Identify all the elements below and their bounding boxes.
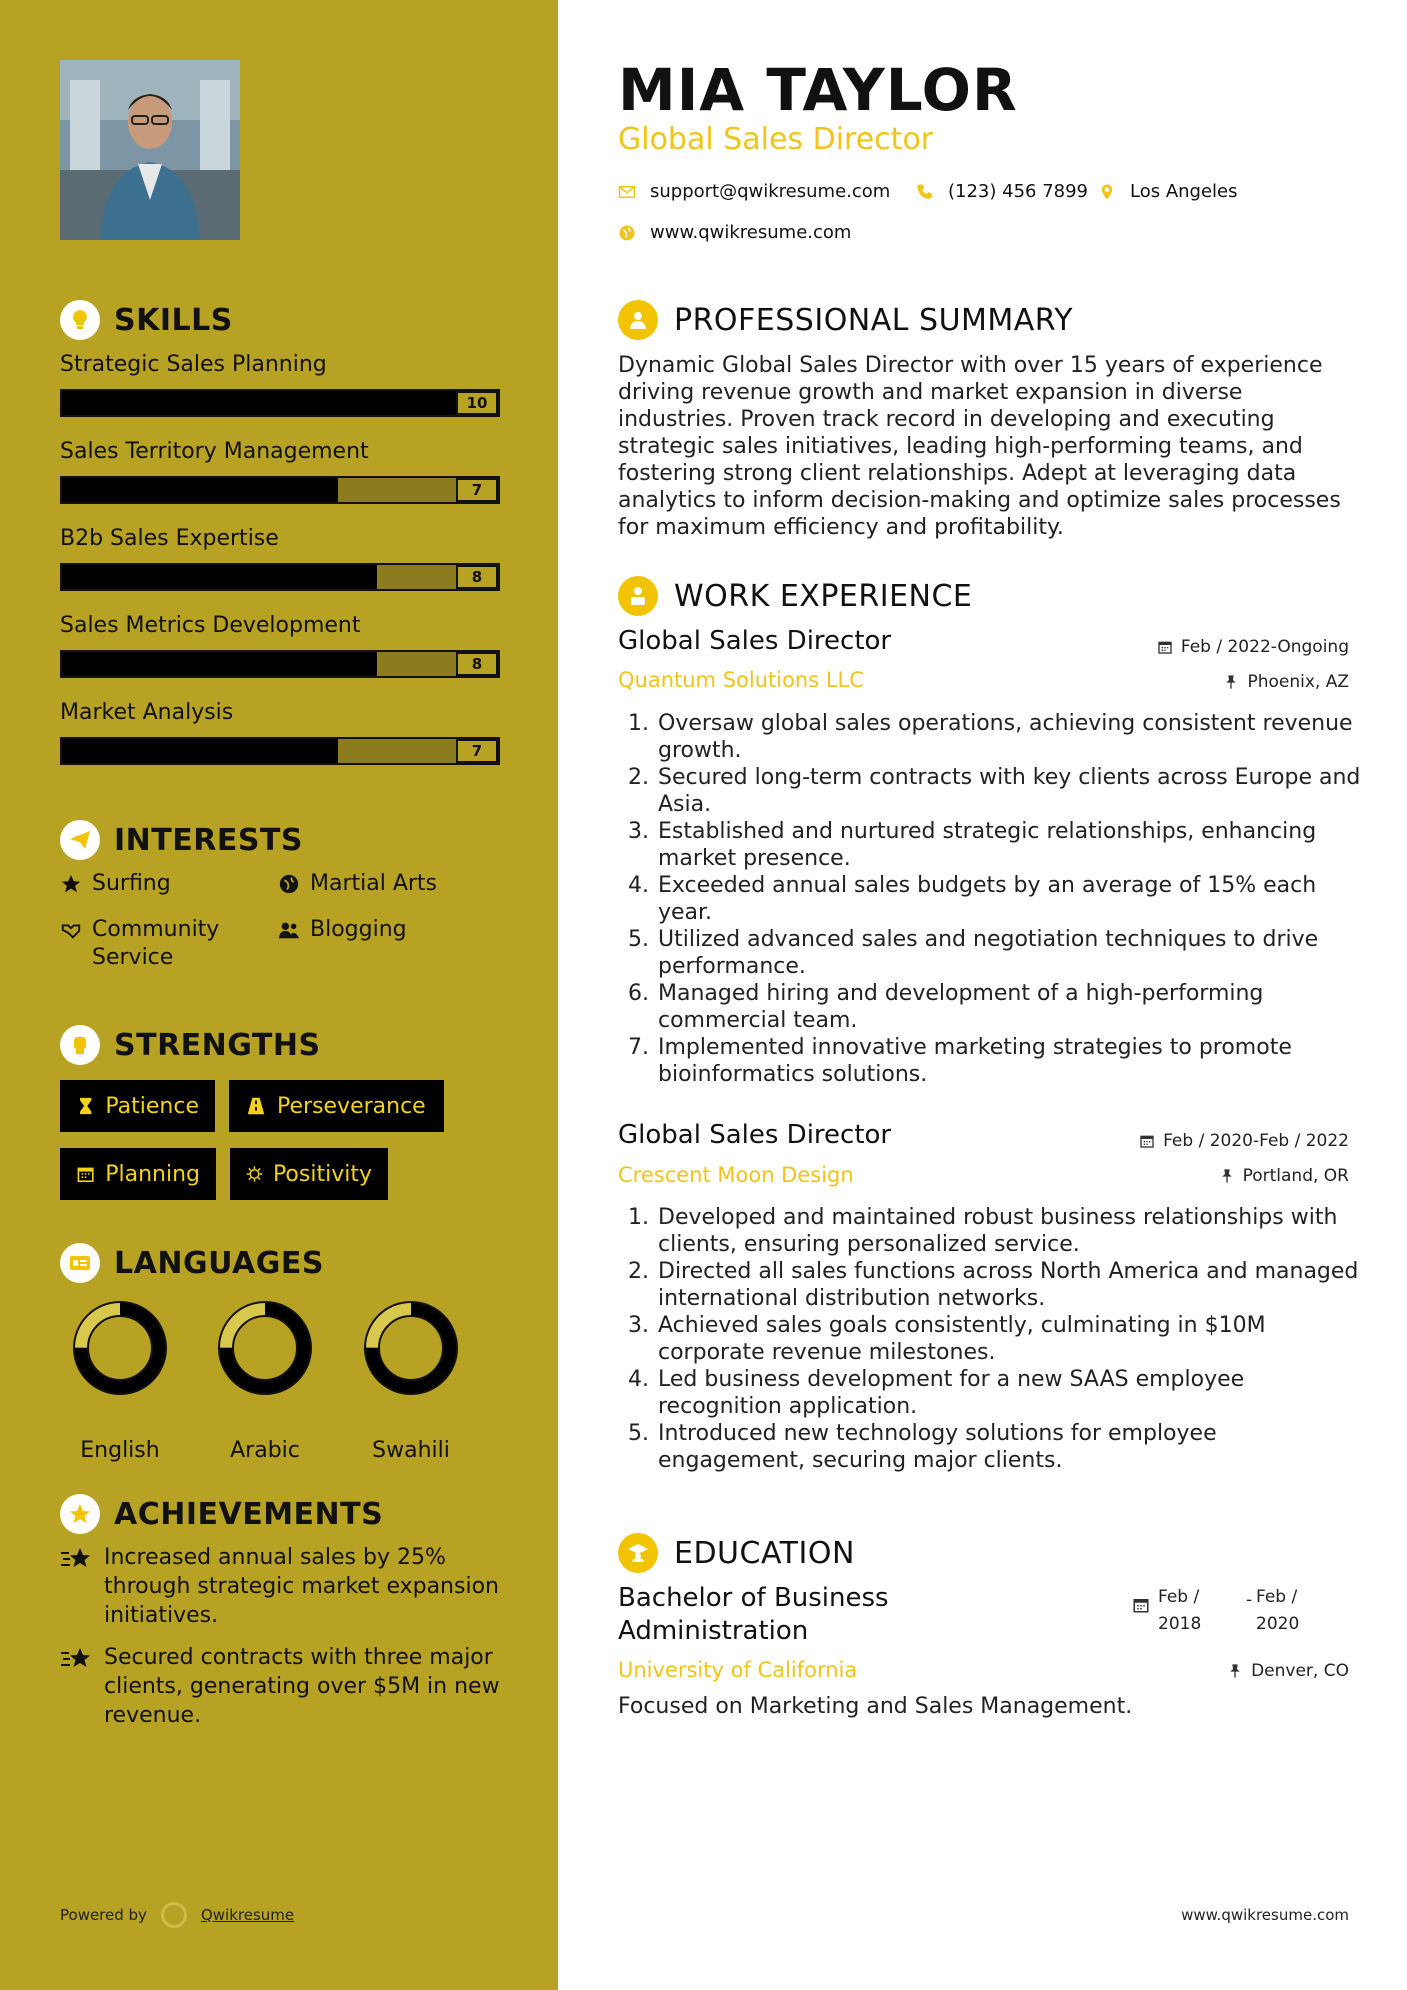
summary-header	[618, 300, 1073, 340]
phone-icon	[916, 183, 934, 201]
achievement-text: Secured contracts with three major clients, generating over $5M in new revenue.	[104, 1645, 500, 1728]
summary-title: PROFESSIONAL SUMMARY	[674, 302, 1074, 338]
experience-header	[618, 576, 972, 616]
location-text: Los Angeles	[1130, 181, 1238, 202]
education-title: EDUCATION	[674, 1535, 855, 1571]
powered-by	[60, 1902, 294, 1928]
duty-item: Achieved sales goals consistently, culminating in $10M corporate revenue milestones.	[658, 1313, 1266, 1365]
job-location	[1219, 1166, 1349, 1186]
language-item	[65, 1300, 175, 1463]
skill-name: Market Analysis	[60, 700, 234, 725]
graduate-icon	[618, 1533, 658, 1573]
calendar-icon	[1157, 639, 1173, 655]
sidebar	[0, 0, 558, 1990]
strengths-title: STRENGTHS	[114, 1027, 321, 1063]
briefcase-user-icon	[618, 576, 658, 616]
skill-item	[60, 526, 500, 591]
globe-icon	[618, 224, 636, 242]
interest-item	[278, 916, 407, 944]
phone-contact	[916, 181, 1088, 202]
language-ring	[72, 1300, 168, 1396]
achievement-item	[60, 1643, 500, 1730]
language-ring	[363, 1300, 459, 1396]
job-title: Global Sales Director	[618, 1120, 892, 1150]
strength-label: Patience	[105, 1093, 199, 1119]
school-name: University of California	[618, 1658, 858, 1682]
duty-item: Developed and maintained robust business relationships with clients, ensuring personalized service.	[658, 1205, 1338, 1257]
edu-calendar-icon-wrap	[1132, 1596, 1150, 1618]
language-name: English	[80, 1438, 160, 1463]
job-dates-text: Feb / 2022-Ongoing	[1180, 637, 1349, 657]
skill-level: 7	[456, 478, 498, 502]
job-dates	[1157, 637, 1349, 657]
skill-level: 7	[456, 739, 498, 763]
degree-title: Bachelor of Business Administration	[618, 1583, 889, 1646]
edu-start-date: Feb / 2018	[1158, 1587, 1202, 1634]
lightbulb-icon	[60, 300, 100, 340]
skill-level: 8	[456, 565, 498, 589]
strength-label: Planning	[105, 1161, 200, 1187]
edu-end-date: Feb / 2020	[1256, 1587, 1300, 1634]
skill-bar	[60, 737, 500, 765]
strengths-header	[60, 1025, 321, 1065]
calendar-icon	[1139, 1133, 1155, 1149]
language-ring	[217, 1300, 313, 1396]
user-icon	[618, 300, 658, 340]
skill-item	[60, 700, 500, 765]
skill-level: 8	[456, 652, 498, 676]
job-dates	[1139, 1131, 1349, 1151]
strength-chip	[229, 1080, 444, 1132]
skill-bar	[60, 389, 500, 417]
candidate-role: Global Sales Director	[618, 122, 934, 157]
qwikresume-logo-icon	[161, 1902, 187, 1928]
interest-item	[278, 870, 437, 898]
job-dates-text: Feb / 2020-Feb / 2022	[1163, 1131, 1349, 1151]
edu-date-separator: -	[1246, 1590, 1253, 1610]
skill-bar	[60, 476, 500, 504]
pushpin-icon	[1227, 1663, 1243, 1679]
skill-name: Sales Territory Management	[60, 439, 369, 464]
sun-icon	[246, 1163, 263, 1185]
job-location-text: Phoenix, AZ	[1247, 672, 1349, 692]
handshake-icon	[60, 919, 82, 941]
duty-item: Introduced new technology solutions for employee engagement, securing major clients.	[658, 1421, 1217, 1473]
website-text[interactable]: www.qwikresume.com	[650, 222, 852, 243]
education-note: Focused on Marketing and Sales Management.	[618, 1694, 1133, 1719]
qwikresume-link[interactable]: Qwikresume	[200, 1906, 295, 1924]
duty-item: Secured long-term contracts with key clients across Europe and Asia.	[658, 765, 1361, 817]
interest-item	[60, 916, 250, 972]
hourglass-icon	[76, 1095, 95, 1117]
job-location	[1223, 672, 1349, 692]
shooting-star-icon	[60, 1645, 92, 1673]
shooting-star-icon	[60, 1545, 92, 1573]
experience-title: WORK EXPERIENCE	[674, 578, 973, 614]
id-card-icon	[60, 1243, 100, 1283]
duty-item: Utilized advanced sales and negotiation techniques to drive performance.	[658, 927, 1319, 979]
pushpin-icon	[1219, 1168, 1235, 1184]
strength-chip	[60, 1148, 216, 1200]
strength-label: Perseverance	[277, 1093, 426, 1119]
language-item	[356, 1300, 466, 1463]
job-location-text: Portland, OR	[1242, 1166, 1349, 1186]
pushpin-icon	[1223, 674, 1239, 690]
language-item	[210, 1300, 320, 1463]
users-icon	[278, 919, 300, 941]
interests-header	[60, 820, 303, 860]
duty-item: Oversaw global sales operations, achieving consistent revenue growth.	[658, 711, 1353, 763]
skill-bar	[60, 563, 500, 591]
duties-list	[636, 710, 1366, 1088]
website-contact	[618, 222, 851, 243]
road-icon	[245, 1095, 267, 1117]
globe-icon	[278, 873, 300, 895]
achievement-item	[60, 1543, 500, 1630]
skill-level: 10	[456, 391, 498, 415]
languages-header	[60, 1243, 324, 1283]
candidate-name: MIA TAYLOR	[618, 56, 1018, 124]
strength-label: Positivity	[272, 1161, 372, 1187]
skill-item	[60, 613, 500, 678]
summary-text: Dynamic Global Sales Director with over 15 years of experience driving revenue growth and market expansion in diverse industries. Proven track record in developing and executing strategic sales initiatives, leading high-performing teams, and fostering strong client relationships. Adept at leveraging data analytics to inform decision-making and optimize sales processes for maximum efficiency and profitability.	[618, 353, 1341, 540]
duties-list	[636, 1204, 1366, 1474]
edu-location	[1227, 1661, 1349, 1681]
interest-label: Surfing	[92, 871, 171, 896]
interests-title: INTERESTS	[114, 822, 303, 858]
calendar-icon	[1132, 1596, 1150, 1614]
job-title: Global Sales Director	[618, 626, 892, 656]
location-contact	[1098, 181, 1238, 202]
envelope-icon	[618, 183, 636, 201]
email-contact	[618, 181, 890, 202]
star-badge-icon	[60, 1494, 100, 1534]
languages-title: LANGUAGES	[114, 1245, 324, 1281]
edu-location-text: Denver, CO	[1251, 1661, 1349, 1681]
paper-plane-icon	[60, 820, 100, 860]
skills-header	[60, 300, 233, 340]
fist-icon	[60, 1025, 100, 1065]
company-name: Crescent Moon Design	[618, 1163, 854, 1187]
map-pin-icon	[1098, 183, 1116, 201]
star-icon	[60, 873, 82, 895]
powered-by-label: Powered by	[60, 1906, 147, 1924]
profile-photo	[60, 60, 240, 240]
language-name: Swahili	[372, 1438, 450, 1463]
duty-item: Led business development for a new SAAS employee recognition application.	[658, 1367, 1245, 1419]
skill-bar	[60, 650, 500, 678]
interest-item	[60, 870, 171, 898]
duty-item: Managed hiring and development of a high-performing commercial team.	[658, 981, 1264, 1033]
achievement-text: Increased annual sales by 25% through strategic market expansion initiatives.	[104, 1545, 499, 1628]
email-text[interactable]: support@qwikresume.com	[650, 181, 891, 202]
duty-item: Established and nurtured strategic relationships, enhancing market presence.	[658, 819, 1317, 871]
main-content	[558, 0, 1407, 1990]
interest-label: Blogging	[310, 917, 407, 942]
skill-name: Strategic Sales Planning	[60, 352, 327, 377]
company-name: Quantum Solutions LLC	[618, 668, 864, 692]
education-header	[618, 1533, 855, 1573]
interest-label: Community Service	[92, 917, 220, 970]
achievements-header	[60, 1494, 383, 1534]
duty-item: Implemented innovative marketing strategies to promote bioinformatics solutions.	[658, 1035, 1292, 1087]
skill-item	[60, 439, 500, 504]
skills-title: SKILLS	[114, 302, 233, 338]
duty-item: Exceeded annual sales budgets by an average of 15% each year.	[658, 873, 1317, 925]
phone-text[interactable]: (123) 456 7899	[948, 181, 1089, 202]
achievements-title: ACHIEVEMENTS	[114, 1496, 384, 1532]
skill-name: Sales Metrics Development	[60, 613, 361, 638]
footer-url[interactable]: www.qwikresume.com	[1181, 1906, 1349, 1924]
strength-chip	[60, 1080, 215, 1132]
interest-label: Martial Arts	[310, 871, 438, 896]
skill-item	[60, 352, 500, 417]
language-name: Arabic	[230, 1438, 300, 1463]
skill-name: B2b Sales Expertise	[60, 526, 279, 551]
calendar-icon	[76, 1163, 95, 1185]
strength-chip	[230, 1148, 388, 1200]
duty-item: Directed all sales functions across North America and managed international distribution networks.	[658, 1259, 1359, 1311]
